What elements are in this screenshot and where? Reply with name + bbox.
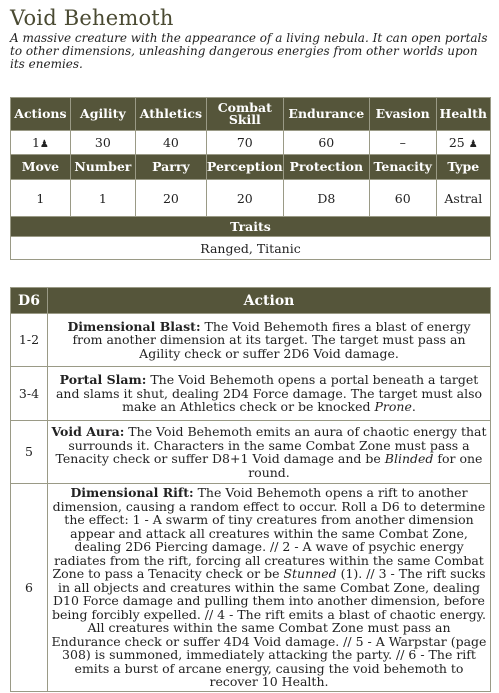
stats-value-row-1: [11, 131, 491, 155]
action-text: [48, 421, 491, 484]
creature-name: Void Behemoth: [10, 6, 174, 30]
action-name: Dimensional Rift:: [70, 485, 194, 500]
action-roll: 6: [11, 484, 48, 692]
stat-header-tenacity: Tenacity: [369, 155, 436, 180]
stat-value-number: 1: [70, 180, 135, 217]
stats-header-row-1: [11, 98, 491, 131]
action-roll: 5: [11, 421, 48, 484]
stat-header-parry: Parry: [135, 155, 206, 180]
stat-header-type: Type: [436, 155, 490, 180]
stat-value-protection: D8: [283, 180, 369, 217]
pawn-icon: ♟: [39, 139, 49, 150]
action-description: The Void Behemoth fires a blast of energy from another dimension at its target. The target must pass an Agility check or suffer 2D6 Void damage.: [72, 318, 471, 361]
action-name: Dimensional Blast:: [67, 318, 201, 334]
action-row: [11, 314, 491, 367]
stats-table: [10, 97, 491, 260]
stat-header-evasion: Evasion: [369, 98, 436, 131]
stat-value-health: [436, 131, 490, 155]
action-description-tail: for one round.: [248, 451, 483, 480]
condition-term: Stunned: [283, 566, 337, 581]
stat-value-combat-skill: 70: [206, 131, 283, 155]
creature-description: A massive creature with the appearance of a living nebula. It can open portals to other dimensions, unleashing dangerous energies from other worlds upon its enemies.: [10, 31, 488, 71]
traits-header: Traits: [11, 217, 491, 237]
action-text: [48, 367, 491, 421]
actions-table: [10, 287, 491, 692]
stat-header-protection: Protection: [283, 155, 369, 180]
action-description: The Void Behemoth opens a rift to another dimension, causing a random effect to occur. Roll a D6 to determine the effect: 1 - A swarm of tiny creatures from another dimension appear and attack all creatures within the same Combat Zone, dealing 2D6 Piercing damage. // 2 - A wave of psychic energy radiates from the rift, forcing all creatures within the same Combat Zone to pass a Tenacity check or be: [52, 485, 486, 581]
pawn-icon: ♟: [468, 139, 478, 150]
die-header: D6: [11, 288, 48, 314]
stat-value-evasion: –: [369, 131, 436, 155]
stat-value-parry: 20: [135, 180, 206, 217]
stat-value-move: 1: [11, 180, 71, 217]
stat-header-combat-skill: Combat Skill: [206, 98, 283, 131]
stat-header-athletics: Athletics: [135, 98, 206, 131]
actions-header-row: [11, 288, 491, 314]
traits-header-row: [11, 217, 491, 237]
stat-value-actions: [11, 131, 71, 155]
action-row: [11, 367, 491, 421]
stat-value-type: Astral: [436, 180, 490, 217]
stat-header-agility: Agility: [70, 98, 135, 131]
stat-header-health: Health: [436, 98, 490, 131]
action-roll: 1-2: [11, 314, 48, 367]
stat-header-perception: Perception: [206, 155, 283, 180]
action-description-tail: (1). // 3 - The rift sucks in all objects and creatures within the same Combat Zone, dealing D10 Force damage and pulling them into another dimension, before being forcibly expelled. // 4 - The rift emits a blast of chaotic energy. All creatures within the same Combat Zone must pass an Endurance check or suffer 4D4 Void damage. // 5 - A Warpstar (page 308) is summoned, immediately attacking the party. // 6 - The rift emits a burst of arcane energy, causing the void behemoth to recover 10 Health.: [51, 566, 487, 689]
stat-header-endurance: Endurance: [283, 98, 369, 131]
traits-value: Ranged, Titanic: [11, 237, 491, 260]
action-description: The Void Behemoth emits an aura of chaotic energy that surrounds it. Characters in the same Combat Zone must pass a Tenacity check or suffer D8+1 Void damage and be: [55, 424, 487, 466]
action-description-tail: .: [411, 399, 416, 415]
stat-value-athletics: 40: [135, 131, 206, 155]
stat-actions-number: 1: [31, 135, 40, 150]
action-text: [48, 314, 491, 367]
action-header: Action: [48, 288, 491, 314]
action-text: [48, 484, 491, 692]
stats-value-row-2: [11, 180, 491, 217]
action-roll: 3-4: [11, 367, 48, 421]
condition-term: Blinded: [384, 451, 434, 466]
stat-value-agility: 30: [70, 131, 135, 155]
condition-term: Prone: [374, 399, 412, 415]
stat-header-number: Number: [70, 155, 135, 180]
action-description: The Void Behemoth opens a portal beneath a target and slams it shut, dealing 2D4 Force damage. The target must also make an Athletics check or be knocked: [55, 372, 483, 415]
action-row: [11, 421, 491, 484]
action-row: [11, 484, 491, 692]
action-name: Portal Slam:: [59, 372, 147, 388]
stat-health-number: 25: [448, 135, 465, 150]
stat-header-move: Move: [11, 155, 71, 180]
stat-value-perception: 20: [206, 180, 283, 217]
stat-value-endurance: 60: [283, 131, 369, 155]
action-name: Void Aura:: [51, 424, 125, 439]
stat-value-tenacity: 60: [369, 180, 436, 217]
stat-header-actions: Actions: [11, 98, 71, 131]
traits-value-row: [11, 237, 491, 260]
stats-header-row-2: [11, 155, 491, 180]
